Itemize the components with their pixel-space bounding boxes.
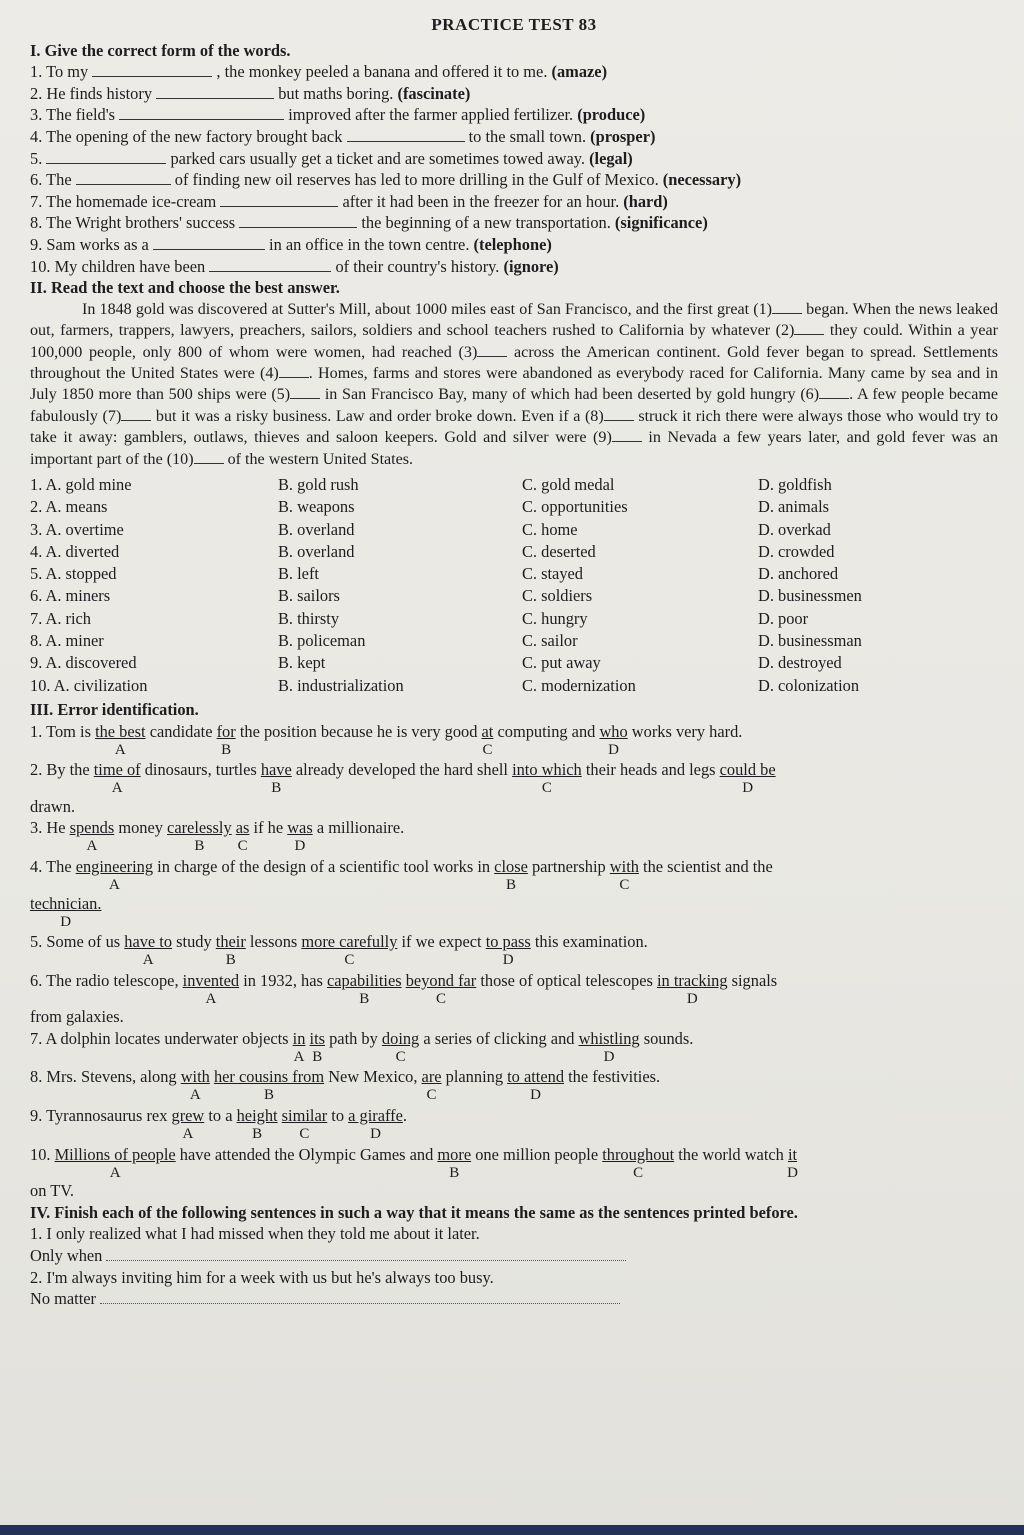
answer-blank[interactable]: [76, 172, 171, 185]
item-text: the position because he is very good: [235, 721, 482, 741]
passage-text: began. When the news leaked out, farmers, trappers, lawyers, preachers, sailors, soldiers and school teachers rushed to California by whatever (2): [30, 300, 998, 340]
passage-text: in San Francisco Bay, many of which had been deserted by gold hungry (6): [320, 386, 820, 404]
error-item-continuation: [30, 1006, 998, 1028]
item-text: The Wright brothers' success: [46, 213, 240, 233]
underlined-option[interactable]: spends A: [70, 817, 115, 839]
passage-text: in Nevada a few years later, and gold fever was an important part of the (10): [30, 429, 998, 468]
answer-option[interactable]: B. policeman: [278, 631, 366, 651]
options-row: [30, 630, 978, 652]
option-letter: A: [109, 1164, 121, 1181]
answer-option[interactable]: C. deserted: [522, 541, 596, 561]
underlined-option[interactable]: invented A: [183, 970, 239, 992]
option-letter: D: [502, 952, 514, 969]
answer-option[interactable]: D. businessmen: [758, 586, 862, 606]
exercise-item: [30, 234, 998, 256]
exercise-item: [30, 169, 998, 191]
error-item: [30, 856, 998, 893]
passage-blank[interactable]: [819, 386, 849, 399]
underlined-option[interactable]: to pass D: [486, 931, 531, 953]
option-letter: D: [686, 990, 698, 1007]
underlined-option[interactable]: a giraffe D: [348, 1105, 403, 1127]
error-item: [30, 817, 998, 855]
underlined-option[interactable]: their B: [216, 931, 246, 953]
item-text: this examination.: [530, 932, 648, 952]
options-row: [30, 652, 978, 674]
answer-option[interactable]: B. left: [278, 564, 319, 584]
answer-option[interactable]: B. overland: [278, 519, 355, 539]
item-text: candidate: [145, 721, 217, 741]
underlined-option[interactable]: have to A: [124, 931, 172, 953]
item-text: A dolphin locates underwater objects: [45, 1028, 293, 1048]
passage-blank[interactable]: [612, 429, 642, 442]
item-text: to a: [204, 1106, 237, 1126]
item-text: My children have been: [54, 256, 210, 276]
item-text: money: [114, 818, 168, 838]
passage-text: across the American continent. Gold fever began to spread. Settlements throughout the United States were (4): [30, 343, 998, 382]
item-text: computing and: [493, 721, 600, 741]
answer-blank[interactable]: [46, 151, 166, 164]
root-word: (fascinate): [397, 83, 471, 103]
option-letter: B: [264, 1087, 275, 1104]
item-text: parked cars usually get a ticket and are sometimes towed away.: [166, 148, 590, 168]
root-word: (hard): [623, 191, 668, 211]
underlined-option[interactable]: height B: [237, 1105, 278, 1127]
underlined-option[interactable]: close B: [494, 856, 528, 878]
item-number: 4.: [30, 126, 47, 146]
item-text: of their country's history.: [331, 256, 504, 276]
option-letter: C: [482, 741, 493, 758]
option-letter: A: [189, 1087, 201, 1104]
option-letter: A: [114, 741, 126, 758]
item-text: signals: [727, 970, 778, 990]
underlined-option[interactable]: engineering A: [76, 856, 153, 878]
answer-option[interactable]: 4. A. diverted: [30, 541, 120, 561]
answer-option[interactable]: D. destroyed: [758, 653, 842, 673]
answer-option[interactable]: D. anchored: [758, 564, 839, 584]
underlined-option[interactable]: doing C: [382, 1028, 419, 1050]
answer-option[interactable]: 9. A. discovered: [30, 653, 137, 673]
section-rewrite: [30, 1202, 998, 1310]
section-word-forms: [30, 40, 998, 278]
item-text: Sam works as a: [46, 234, 153, 254]
bottom-edge: [0, 1525, 1024, 1535]
answer-option[interactable]: 3. A. overtime: [30, 519, 124, 539]
option-letter: B: [312, 1048, 323, 1065]
underlined-option[interactable]: similar C: [282, 1105, 328, 1127]
underlined-option[interactable]: with A: [181, 1066, 210, 1088]
passage-text: In 1848 gold was discovered at Sutter's Mill, about 1000 miles east of San Francisco, and the first great (1): [82, 300, 773, 318]
root-word: (ignore): [503, 256, 559, 276]
root-word: (produce): [577, 105, 646, 125]
item-text: the festivities.: [564, 1067, 661, 1087]
answer-option[interactable]: 6. A. miners: [30, 586, 111, 606]
error-item-continuation: [30, 796, 998, 818]
reading-passage: [30, 299, 998, 470]
options-row: [30, 563, 978, 585]
answer-option[interactable]: C. gold medal: [522, 474, 615, 494]
answer-option[interactable]: C. put away: [522, 653, 601, 673]
exercise-item: [30, 61, 998, 83]
error-item: [30, 1028, 998, 1065]
error-item: [30, 970, 998, 1007]
option-letter: C: [541, 780, 552, 797]
answer-option[interactable]: B. weapons: [278, 497, 355, 517]
underlined-option[interactable]: was D: [287, 817, 313, 839]
option-letter: A: [86, 838, 98, 855]
item-text: lessons: [245, 932, 302, 952]
item-text: on TV.: [30, 1181, 75, 1201]
item-text: one million people: [471, 1144, 603, 1164]
option-letter: B: [194, 838, 205, 855]
exercise-item: [30, 104, 998, 126]
underlined-option[interactable]: time of A: [94, 759, 141, 781]
passage-blank[interactable]: [279, 365, 309, 378]
answer-option[interactable]: B. gold rush: [278, 474, 359, 494]
answer-option[interactable]: D. animals: [758, 497, 830, 517]
sentence-start: No matter: [30, 1289, 101, 1309]
underlined-option[interactable]: grew A: [172, 1105, 205, 1127]
option-letter: D: [294, 838, 306, 855]
option-letter: A: [111, 780, 123, 797]
exercise-item: [30, 256, 998, 278]
underlined-option[interactable]: it D: [788, 1144, 797, 1166]
item-number: 9.: [30, 234, 47, 254]
item-number: 7.: [30, 191, 47, 211]
item-text: To my: [46, 62, 93, 82]
passage-text: struck it rich there were always those who would try to take it away: gamblers, outlaws, thieves and saloon keepers. Gold and silver were (9): [30, 407, 999, 447]
answer-option[interactable]: D. crowded: [758, 541, 835, 561]
underlined-option[interactable]: the best A: [95, 721, 146, 743]
error-item: [30, 1105, 998, 1143]
root-word: (amaze): [551, 62, 608, 82]
answer-option[interactable]: B. overland: [278, 541, 355, 561]
underlined-option[interactable]: as C: [236, 817, 250, 839]
error-item-continuation: [30, 1180, 998, 1202]
underlined-option[interactable]: at C: [482, 721, 494, 743]
option-letter: A: [182, 1126, 194, 1143]
answer-option[interactable]: D. colonization: [758, 675, 860, 695]
item-text: path by: [325, 1028, 382, 1048]
answer-blank[interactable]: [156, 86, 274, 99]
item-number: 5.: [30, 932, 47, 952]
item-text: the scientist and the: [638, 856, 773, 876]
page-title: PRACTICE TEST 83: [431, 15, 597, 34]
option-letter: B: [271, 780, 282, 797]
underlined-option[interactable]: to attend D: [507, 1066, 564, 1088]
answer-option[interactable]: 10. A. civilization: [30, 675, 148, 695]
option-letter: C: [344, 952, 355, 969]
error-item: [30, 931, 998, 969]
option-letter: B: [225, 952, 236, 969]
item-text: of finding new oil reserves has led to more drilling in the Gulf of Mexico.: [170, 170, 663, 190]
item-number: 6.: [30, 970, 47, 990]
option-letter: C: [426, 1087, 437, 1104]
sentence-start: Only when: [30, 1246, 107, 1266]
answer-option[interactable]: 7. A. rich: [30, 608, 92, 628]
passage-blank[interactable]: [194, 451, 224, 464]
underlined-option[interactable]: capabilities B: [327, 970, 402, 992]
passage-blank[interactable]: [121, 408, 151, 421]
answer-blank[interactable]: [220, 194, 338, 207]
answer-blank[interactable]: [239, 215, 357, 228]
item-number: 4.: [30, 856, 47, 876]
rewrite-sentence: 1. I only realized what I had missed when they told me about it later.: [30, 1224, 480, 1244]
item-text: if he: [249, 818, 288, 838]
root-word: (necessary): [662, 170, 742, 190]
option-letter: B: [506, 876, 517, 893]
underlined-option[interactable]: whistling D: [579, 1028, 640, 1050]
item-text: New Mexico,: [324, 1067, 422, 1087]
answer-option[interactable]: C. opportunities: [522, 497, 628, 517]
passage-blank[interactable]: [290, 386, 320, 399]
underlined-option[interactable]: beyond far C: [406, 970, 477, 992]
item-text: .: [402, 1106, 408, 1126]
answer-option[interactable]: D. overkad: [758, 519, 831, 539]
underlined-option[interactable]: in A: [293, 1028, 306, 1050]
item-text: a series of clicking and: [419, 1028, 579, 1048]
section-heading: IV. Finish each of the following sentences in such a way that it means the same as the sentences printed before.: [30, 1202, 798, 1222]
passage-text: . Homes, farms and stores were abandoned as everybody raced for California. Many came by sea and in July 1850 more than 500 ships were (5): [30, 364, 999, 404]
item-text: He: [46, 818, 70, 838]
underlined-option[interactable]: could be D: [720, 759, 776, 781]
options-row: [30, 585, 978, 607]
item-number: 9.: [30, 1106, 47, 1126]
item-number: 6.: [30, 170, 47, 190]
item-text: By the: [46, 760, 94, 780]
root-word: (telephone): [473, 234, 552, 254]
item-text: He finds history: [46, 83, 157, 103]
option-letter: B: [221, 741, 232, 758]
root-word: (legal): [589, 148, 633, 168]
rewrite-sentence: 2. I'm always inviting him for a week with us but he's always too busy.: [30, 1267, 494, 1287]
item-text: but maths boring.: [274, 83, 398, 103]
underlined-option[interactable]: her cousins from B: [214, 1066, 324, 1088]
answer-option[interactable]: C. modernization: [522, 675, 636, 695]
item-text: already developed the hard shell: [291, 760, 513, 780]
error-item: [30, 1066, 998, 1104]
item-number: 2.: [30, 83, 47, 103]
item-text: Tyrannosaurus rex: [46, 1106, 172, 1126]
item-text: in charge of the design of a scientific tool works in: [153, 856, 495, 876]
underlined-option[interactable]: carelessly B: [167, 817, 232, 839]
option-letter: C: [395, 1048, 406, 1065]
passage-blank[interactable]: [604, 408, 634, 421]
options-row: [30, 474, 978, 496]
option-letter: A: [142, 952, 154, 969]
root-word: (prosper): [590, 126, 656, 146]
error-item-continuation: [30, 893, 998, 930]
option-letter: D: [787, 1164, 798, 1181]
answer-blank[interactable]: [209, 259, 331, 272]
passage-text: . A few people became fabulously (7): [30, 386, 999, 425]
answer-option[interactable]: C. soldiers: [522, 586, 593, 606]
answer-option[interactable]: 8. A. miner: [30, 631, 104, 651]
item-text: Some of us: [46, 932, 125, 952]
option-letter: D: [530, 1087, 541, 1104]
option-letter: A: [205, 990, 217, 1007]
answer-blank[interactable]: [153, 237, 265, 250]
item-number: 1.: [30, 721, 47, 741]
item-text: to: [327, 1106, 349, 1126]
option-letter: B: [359, 990, 370, 1007]
option-letter: B: [449, 1164, 460, 1181]
answer-option[interactable]: C. home: [522, 519, 578, 539]
item-number: 10.: [30, 1144, 55, 1164]
exercise-item: [30, 148, 998, 170]
item-text: improved after the farmer applied fertilizer.: [284, 105, 578, 125]
underlined-option[interactable]: more B: [437, 1144, 471, 1166]
answer-options-table: [30, 474, 978, 697]
underlined-option[interactable]: into which C: [512, 759, 582, 781]
option-letter: C: [435, 990, 446, 1007]
item-text: have attended the Olympic Games and: [175, 1144, 438, 1164]
answer-option[interactable]: D. goldfish: [758, 474, 832, 494]
exercise-item: [30, 191, 998, 213]
item-text: partnership: [527, 856, 610, 876]
item-text: after it had been in the freezer for an hour.: [338, 191, 624, 211]
item-number: 8.: [30, 1067, 47, 1087]
section-error-identification: [30, 699, 998, 1202]
passage-text: they could. Within a year 100,000 people, only 800 of whom were women, had reached (3): [30, 322, 998, 361]
item-number: 8.: [30, 213, 47, 233]
underlined-option[interactable]: its B: [310, 1028, 326, 1050]
item-number: 10.: [30, 256, 55, 276]
option-letter: B: [252, 1126, 263, 1143]
answer-option[interactable]: D. businessman: [758, 631, 862, 651]
item-text: the beginning of a new transportation.: [357, 213, 615, 233]
item-text: , the monkey peeled a banana and offered it to me.: [212, 62, 552, 82]
item-number: 2.: [30, 760, 47, 780]
answer-option[interactable]: 1. A. gold mine: [30, 474, 132, 494]
item-text: The radio telescope,: [46, 970, 183, 990]
answer-option[interactable]: C. stayed: [522, 564, 584, 584]
answer-option[interactable]: B. thirsty: [278, 608, 340, 628]
item-number: 3.: [30, 818, 47, 838]
underlined-option[interactable]: for B: [217, 721, 236, 743]
exercise-item: [30, 83, 998, 105]
item-text: works very hard.: [627, 721, 743, 741]
item-text: a millionaire.: [312, 818, 405, 838]
passage-blank[interactable]: [772, 301, 802, 314]
answer-option[interactable]: D. poor: [758, 608, 809, 628]
passage-text: of the western United States.: [223, 450, 414, 468]
option-letter: C: [633, 1164, 644, 1181]
section-heading: I. Give the correct form of the words.: [30, 40, 291, 60]
error-item: [30, 721, 998, 758]
item-number: 3.: [30, 105, 47, 125]
item-text: drawn.: [30, 796, 76, 816]
option-letter: A: [108, 876, 120, 893]
error-item: [30, 1144, 998, 1181]
underlined-option[interactable]: throughout C: [602, 1144, 674, 1166]
item-text: The: [46, 856, 76, 876]
root-word: (significance): [614, 213, 708, 233]
underlined-option[interactable]: in tracking D: [657, 970, 728, 992]
passage-blank[interactable]: [477, 344, 507, 357]
item-text: sounds.: [639, 1028, 694, 1048]
underlined-option[interactable]: have B: [261, 759, 292, 781]
answer-blank[interactable]: [92, 64, 212, 77]
item-text: The opening of the new factory brought back: [46, 126, 347, 146]
item-text: from galaxies.: [30, 1007, 124, 1027]
answer-option[interactable]: B. industrialization: [278, 675, 404, 695]
rewrite-answer-line: [30, 1245, 998, 1267]
answer-option[interactable]: C. hungry: [522, 608, 588, 628]
answer-option[interactable]: B. sailors: [278, 586, 340, 606]
answer-blank[interactable]: [347, 129, 465, 142]
item-text: study: [172, 932, 216, 952]
item-text: Tom is: [46, 721, 96, 741]
answer-option[interactable]: 5. A. stopped: [30, 564, 117, 584]
underlined-option[interactable]: who D: [599, 721, 627, 743]
section-heading: II. Read the text and choose the best answer.: [30, 278, 340, 298]
section-reading: [30, 277, 998, 697]
answer-blank[interactable]: [119, 107, 284, 120]
section-heading: III. Error identification.: [30, 699, 199, 719]
option-letter: D: [60, 913, 72, 930]
item-number: 7.: [30, 1028, 46, 1048]
item-text: The: [46, 170, 76, 190]
item-text: planning: [441, 1067, 508, 1087]
answer-option[interactable]: 2. A. means: [30, 497, 108, 517]
answer-line[interactable]: [106, 1248, 626, 1261]
underlined-option[interactable]: Millions of people A: [55, 1144, 176, 1166]
item-text: to the small town.: [464, 126, 591, 146]
error-item: [30, 759, 998, 797]
underlined-option[interactable]: technician. D: [30, 893, 101, 915]
answer-line[interactable]: [100, 1291, 620, 1304]
item-text: in 1932, has: [239, 970, 327, 990]
options-row: [30, 541, 978, 563]
option-letter: C: [237, 838, 248, 855]
item-text: Mrs. Stevens, along: [46, 1067, 181, 1087]
item-text: dinosaurs, turtles: [140, 760, 261, 780]
item-text: in an office in the town centre.: [264, 234, 474, 254]
item-text: the world watch: [674, 1144, 788, 1164]
item-text: The field's: [46, 105, 120, 125]
answer-option[interactable]: B. kept: [278, 653, 326, 673]
options-row: [30, 496, 978, 518]
exercise-item: [30, 212, 998, 234]
item-text: those of optical telescopes: [476, 970, 657, 990]
options-row: [30, 675, 978, 697]
underlined-option[interactable]: are C: [422, 1066, 442, 1088]
item-text: if we expect: [397, 932, 486, 952]
exercise-item: [30, 126, 998, 148]
passage-text: but it was a risky business. Law and order broke down. Even if a (8): [151, 407, 604, 425]
options-row: [30, 519, 978, 541]
option-letter: C: [619, 876, 630, 893]
underlined-option[interactable]: more carefully C: [301, 931, 397, 953]
rewrite-answer-line: [30, 1288, 998, 1310]
answer-option[interactable]: C. sailor: [522, 631, 578, 651]
options-row: [30, 608, 978, 630]
option-letter: D: [742, 780, 754, 797]
option-letter: D: [608, 741, 619, 758]
option-letter: C: [299, 1126, 310, 1143]
item-number: 1.: [30, 62, 47, 82]
option-letter: A: [293, 1048, 305, 1065]
item-text: their heads and legs: [581, 760, 720, 780]
underlined-option[interactable]: with C: [610, 856, 639, 878]
item-number: 5.: [30, 148, 47, 168]
item-text: The homemade ice-cream: [46, 191, 221, 211]
passage-blank[interactable]: [794, 322, 824, 335]
option-letter: D: [370, 1126, 381, 1143]
option-letter: D: [603, 1048, 615, 1065]
